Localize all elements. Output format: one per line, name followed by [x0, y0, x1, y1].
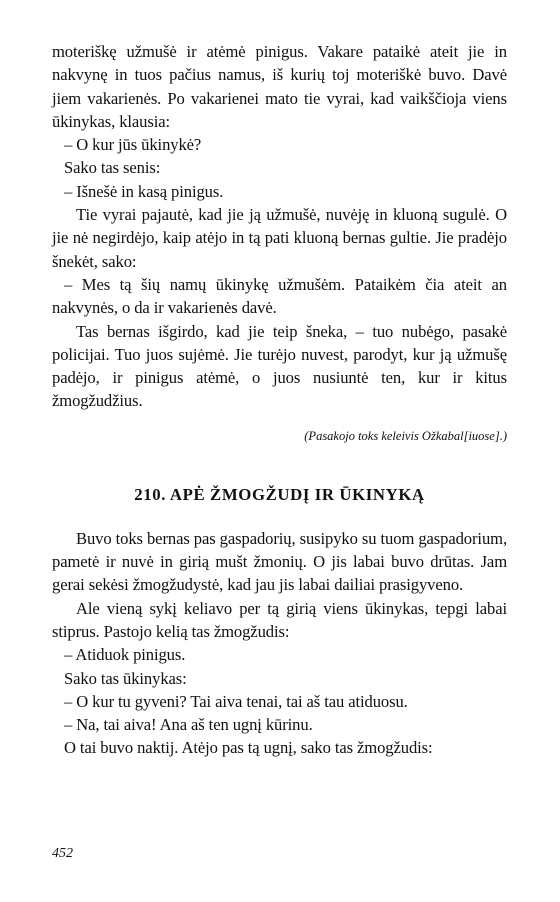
chapter-body-text [52, 527, 507, 760]
dialogue-line: – O kur tu gyveni? Tai aiva tenai, tai aš tau atiduosu. [64, 691, 408, 711]
dialogue-line: – Na, tai aiva! Ana aš ten ugnį kūrinu. [64, 715, 313, 735]
dialogue-line: – Atiduok pinigus. [64, 645, 186, 665]
paragraph: Buvo toks bernas pas gaspadorių, susipyko su tuom gaspadorium, pametė ir nuvė in girią mušt žmonių. O jis labai buvo drūtas. Jam gerai sekėsi žmogžudystė, kad jau jis labai dailiai prasigyveno. [52, 528, 507, 595]
dialogue-line: – Išnešė in kasą pinigus. [64, 181, 224, 201]
chapter-title: 210. APĖ ŽMOGŽUDĮ IR ŪKINYKĄ [134, 484, 425, 504]
story-ending-text [52, 40, 507, 413]
paragraph: Tie vyrai pajautė, kad jie ją užmušė, nuvėję in kluoną sugulė. O jie nė negirdėjo, kaip atėjo in tą pati kluoną bernas gultie. Jie pradėjo šnekėt, sako: [52, 205, 507, 271]
paragraph: Ale vieną sykį keliavo per tą girią viens ūkinykas, tepgi labai stiprus. Pastojo kelią tas žmogžudis: [52, 598, 507, 641]
paragraph: moteriškę užmušė ir atėmė pinigus. Vakare pataikė ateit jie in nakvynę in tuos pačius namus, iš kurių toj moteriškė buvo. Davė jiem vakarienės. Po vakarienei mato tie vyrai, kad vaikščioja viens ūkinykas, klausia: [52, 42, 507, 131]
dialogue-line: Sako tas senis: [64, 158, 161, 178]
dialogue-line: O tai buvo naktij. Atėjo pas tą ugnį, sako tas žmogžudis: [64, 738, 433, 758]
dialogue-line: – O kur jūs ūkinykė? [64, 135, 202, 155]
source-note: (Pasakojo toks keleivis Ožkabal[iuose].) [304, 428, 507, 443]
page-number: 452 [52, 846, 73, 861]
dialogue-line: – Mes tą šių namų ūkinykę užmušėm. Pataikėm čia ateit an nakvynės, o da ir vakarienės davė. [52, 274, 507, 318]
book-page [52, 40, 507, 760]
dialogue-line: Sako tas ūkinykas: [64, 668, 187, 688]
paragraph: Tas bernas išgirdo, kad jie teip šneka, – tuo nubėgo, pasakė policijai. Tuo juos sujėmė. Jie turėjo nuvest, parodyt, kur ją užmušę padėjo, ir pinigus atėmė, o juos nusiuntė ten, kur ir kitus žmogžudžius. [52, 321, 507, 411]
